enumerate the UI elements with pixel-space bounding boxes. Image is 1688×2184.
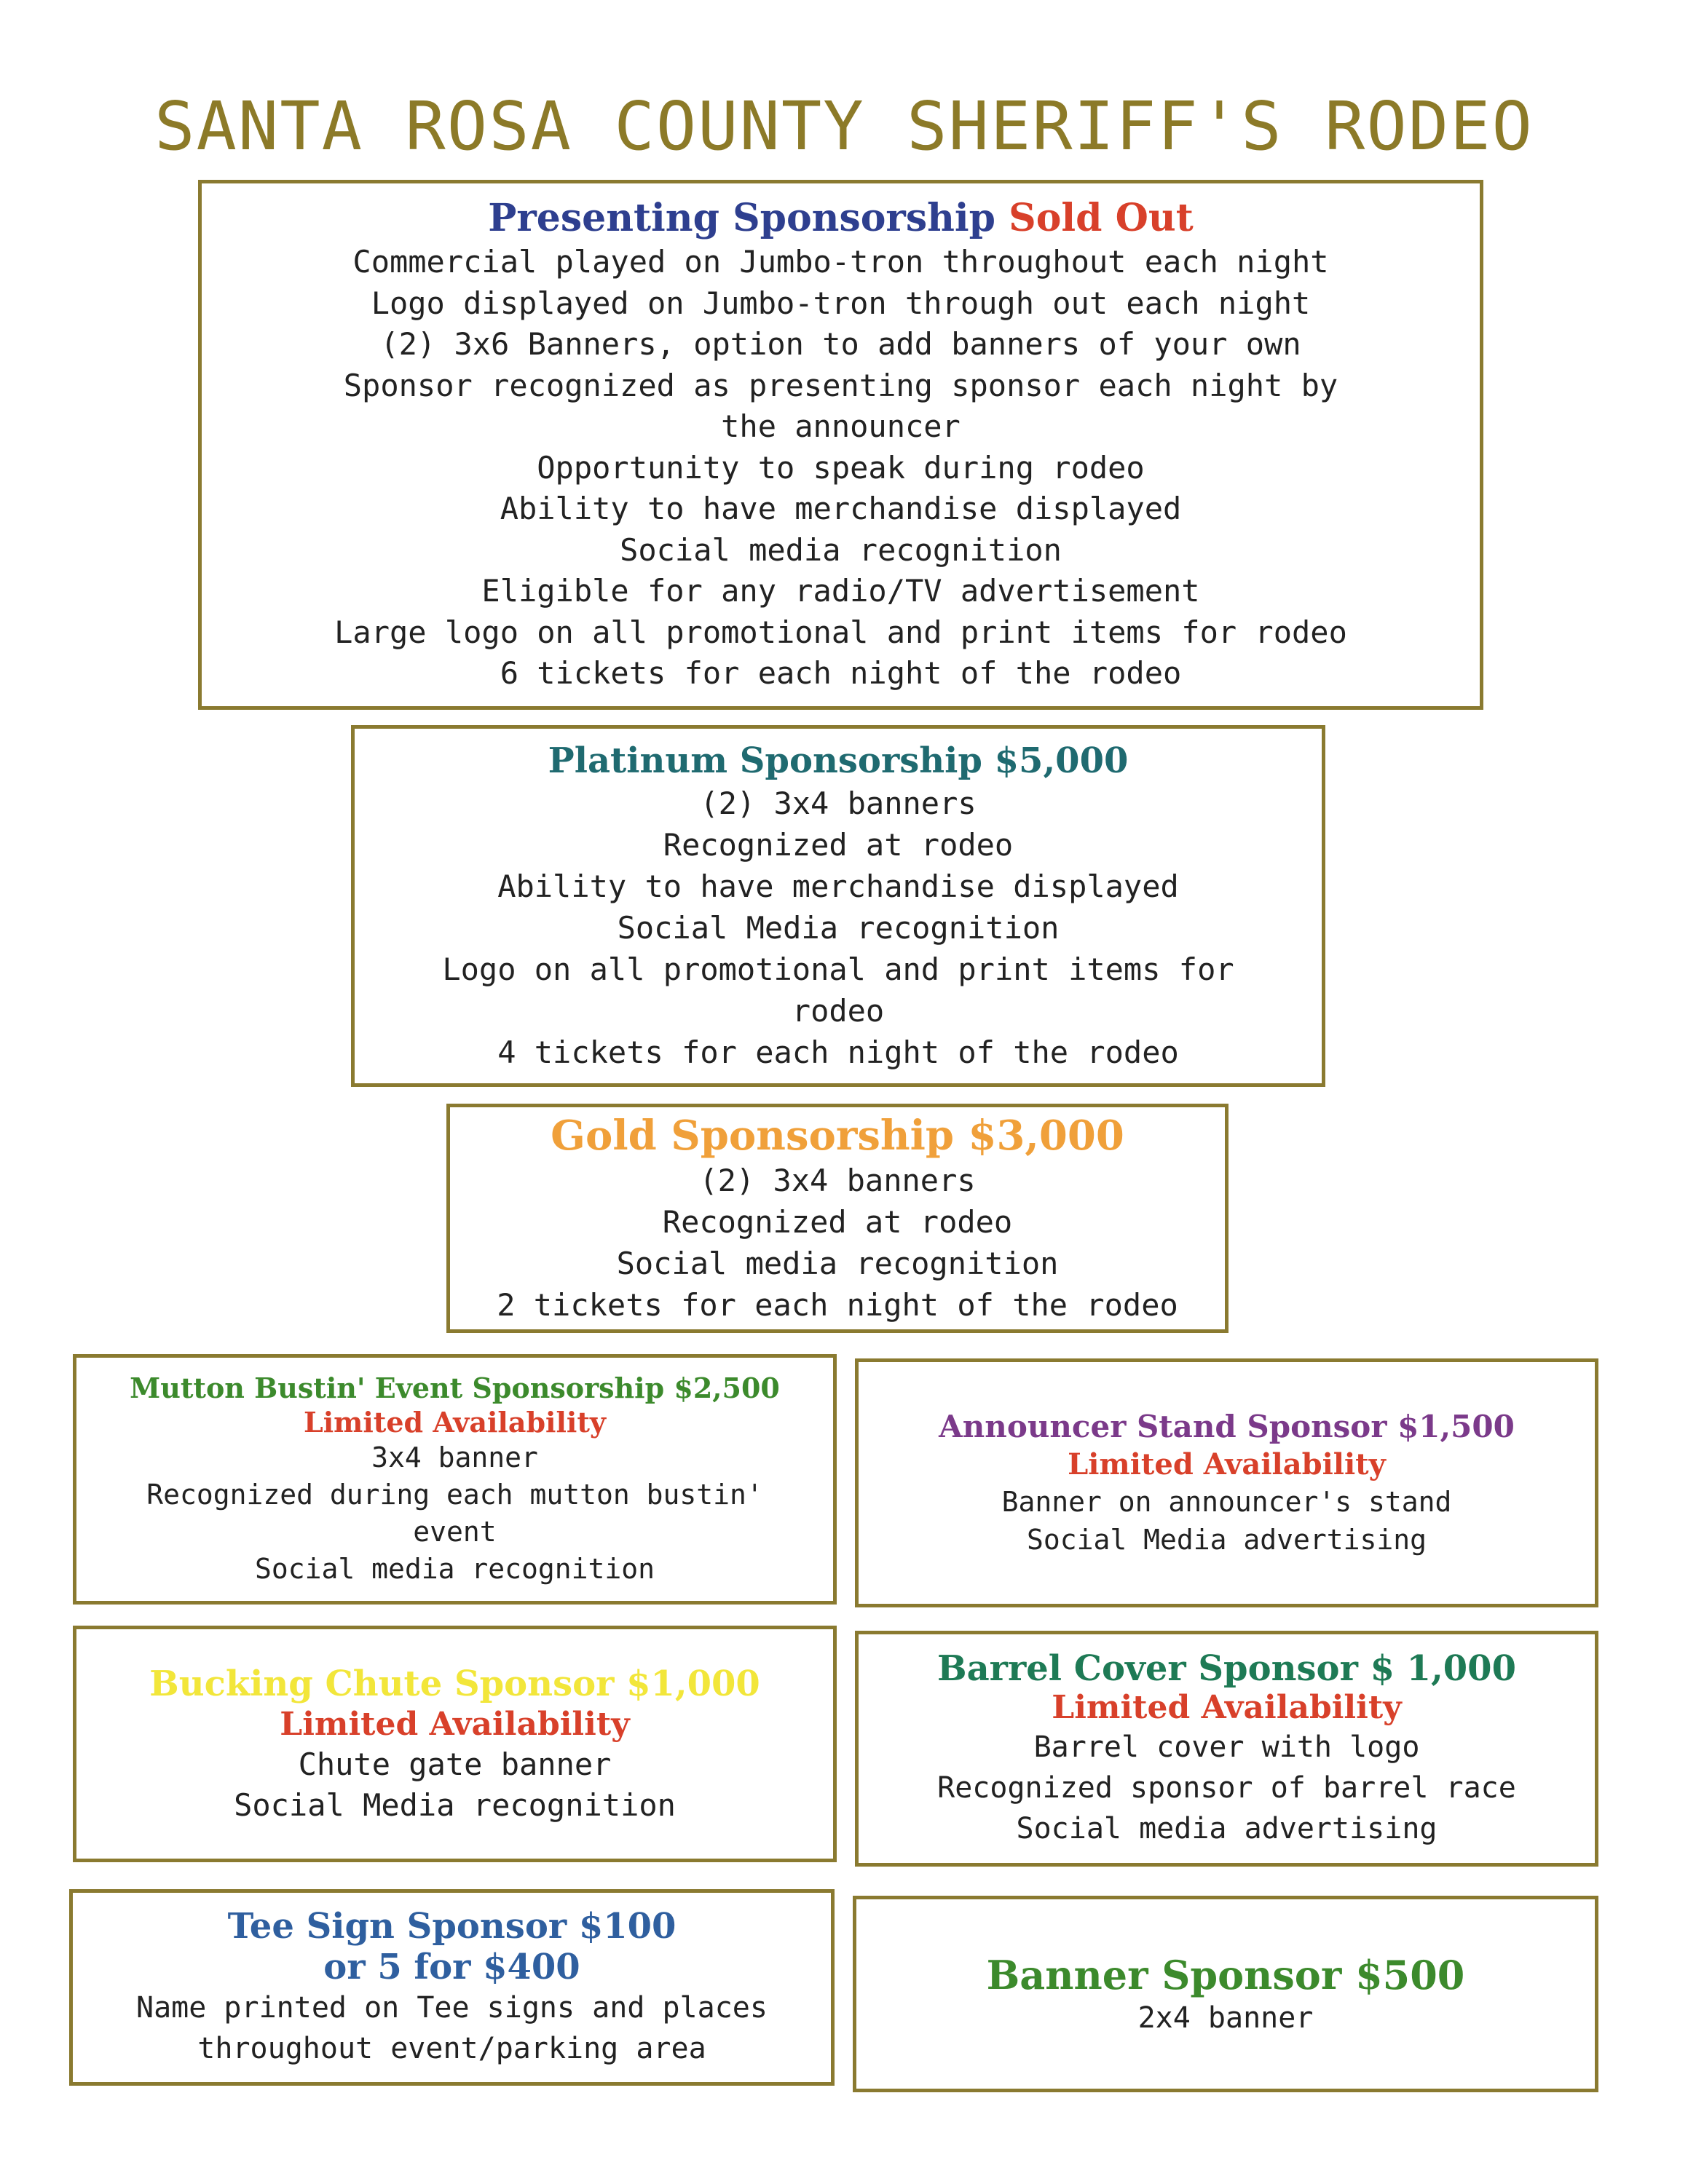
announcer-heading: Announcer Stand Sponsor $1,500 bbox=[939, 1409, 1515, 1444]
announcer-stand-sponsor-box bbox=[855, 1358, 1598, 1607]
benefit-line: 4 tickets for each night of the rodeo bbox=[497, 1034, 1179, 1070]
tee-sign-sponsor-box bbox=[69, 1889, 835, 2086]
benefit-line: Social media advertising bbox=[1016, 1812, 1437, 1845]
banner-heading: Banner Sponsor $500 bbox=[986, 1952, 1465, 1998]
gold-sponsorship-box bbox=[446, 1104, 1228, 1333]
benefit-line: Social media recognition bbox=[616, 1245, 1059, 1281]
mutton-bustin-sponsorship-box bbox=[73, 1354, 837, 1605]
benefit-line: Commercial played on Jumbo-tron throughout each night bbox=[352, 244, 1329, 280]
benefit-line: Recognized sponsor of barrel race bbox=[937, 1771, 1516, 1805]
benefit-line: 6 tickets for each night of the rodeo bbox=[500, 655, 1182, 692]
presenting-status: Sold Out bbox=[1009, 196, 1194, 241]
benefit-line: Logo on all promotional and print items for rodeo bbox=[442, 951, 1234, 1029]
benefit-line: Sponsor recognized as presenting sponsor each night by the announcer bbox=[343, 367, 1338, 445]
benefit-line: (2) 3x4 banners bbox=[699, 1162, 976, 1198]
benefit-line: Barrel cover with logo bbox=[1033, 1730, 1420, 1764]
benefit-line: Social Media advertising bbox=[1026, 1524, 1427, 1556]
benefit-line: (2) 3x6 Banners, option to add banners of your own bbox=[380, 326, 1301, 363]
benefit-line: Social Media recognition bbox=[234, 1787, 676, 1823]
tee-heading-price: or 5 for $400 bbox=[323, 1947, 580, 1987]
benefit-line: Name printed on Tee signs and places throughout event/parking area bbox=[136, 1991, 768, 2065]
banner-sponsor-box bbox=[853, 1896, 1598, 2092]
presenting-sponsorship-box bbox=[198, 180, 1483, 710]
benefit-line: Chute gate banner bbox=[298, 1746, 612, 1782]
benefit-line: Recognized at rodeo bbox=[663, 827, 1014, 863]
limited-availability-label: Limited Availability bbox=[280, 1705, 630, 1743]
limited-availability-label: Limited Availability bbox=[304, 1406, 606, 1439]
benefit-line: Banner on announcer's stand bbox=[1001, 1486, 1452, 1518]
barrel-heading: Barrel Cover Sponsor $ 1,000 bbox=[937, 1648, 1516, 1689]
barrel-cover-sponsor-box bbox=[855, 1631, 1598, 1867]
bucking-heading: Bucking Chute Sponsor $1,000 bbox=[149, 1663, 760, 1704]
tee-heading: Tee Sign Sponsor $100 bbox=[227, 1906, 677, 1947]
benefit-line: (2) 3x4 banners bbox=[700, 786, 977, 821]
page-title: SANTA ROSA COUNTY SHERIFF'S RODEO bbox=[154, 87, 1534, 165]
limited-availability-label: Limited Availability bbox=[1052, 1689, 1402, 1726]
benefit-line: Recognized at rodeo bbox=[662, 1203, 1013, 1240]
mutton-heading: Mutton Bustin' Event Sponsorship $2,500 bbox=[130, 1372, 780, 1404]
presenting-heading bbox=[202, 195, 1480, 242]
platinum-sponsorship-box bbox=[351, 725, 1325, 1087]
limited-availability-label: Limited Availability bbox=[1068, 1447, 1386, 1481]
benefit-line: Recognized during each mutton bustin' event bbox=[146, 1479, 763, 1548]
benefit-line: Opportunity to speak during rodeo bbox=[537, 449, 1145, 486]
benefit-line: Large logo on all promotional and print items for rodeo bbox=[334, 614, 1347, 650]
benefit-line: 2x4 banner bbox=[1137, 2001, 1314, 2035]
benefit-line: Social Media recognition bbox=[617, 910, 1060, 946]
benefit-line: Social media recognition bbox=[620, 531, 1062, 568]
benefit-line: Social media recognition bbox=[254, 1553, 655, 1585]
benefit-line: 3x4 banner bbox=[371, 1441, 538, 1473]
bucking-chute-sponsor-box bbox=[73, 1626, 837, 1862]
presenting-name: Presenting Sponsorship bbox=[488, 196, 996, 241]
gold-heading: Gold Sponsorship $3,000 bbox=[551, 1111, 1124, 1160]
benefit-line: Ability to have merchandise displayed bbox=[500, 491, 1182, 527]
platinum-heading: Platinum Sponsorship $5,000 bbox=[548, 740, 1129, 781]
benefit-line: Logo displayed on Jumbo-tron through out each night bbox=[371, 285, 1311, 321]
benefit-line: Eligible for any radio/TV advertisement bbox=[481, 573, 1200, 609]
benefit-line: Ability to have merchandise displayed bbox=[497, 869, 1179, 904]
benefit-line: 2 tickets for each night of the rodeo bbox=[497, 1286, 1178, 1323]
